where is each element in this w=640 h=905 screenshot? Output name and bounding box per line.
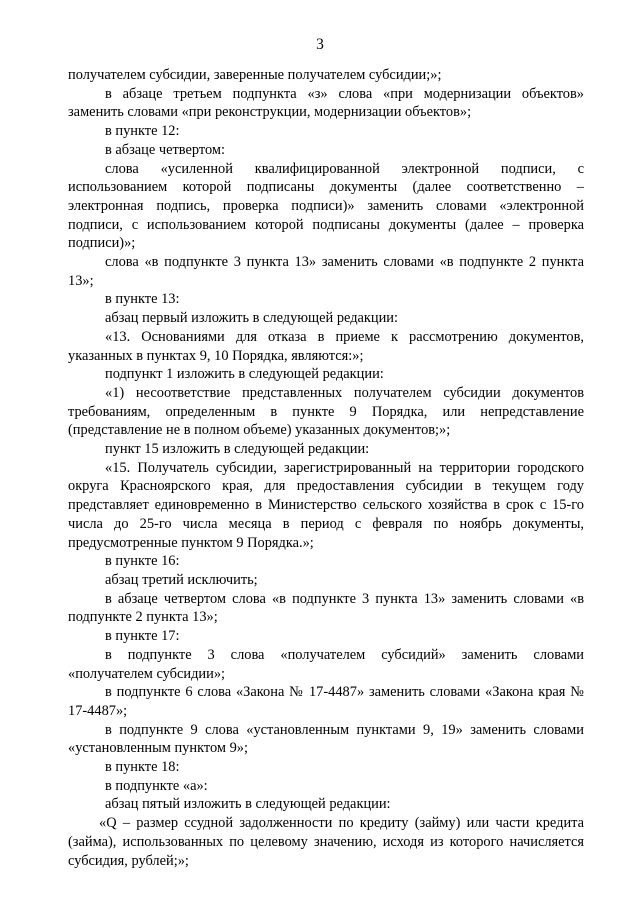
document-body bbox=[68, 66, 584, 870]
paragraph: в пункте 16: bbox=[105, 553, 180, 570]
paragraph: в пункте 12: bbox=[105, 123, 180, 140]
page-number: 3 bbox=[316, 36, 324, 53]
paragraph: в абзаце четвертом: bbox=[105, 141, 226, 158]
paragraph: «15. Получатель субсидии, зарегистрированный на территории городского округа Красноярского края, для предоставления субсидии в текущем году представляет единовременно в Министерство сельского хозяйства в срок с 15-го числа до 25-го числа месяца в период с февраля по ноябрь документы, предусмотренные пунктом 9 Порядка.»; bbox=[68, 459, 584, 551]
paragraph: абзац пятый изложить в следующей редакции: bbox=[105, 796, 391, 813]
paragraph: «Q – размер ссудной задолженности по кредиту (займу) или части кредита (займа), использованных по целевому значению, исходя из которого начисляется субсидия, рублей;»; bbox=[68, 815, 584, 869]
paragraph: в пункте 13: bbox=[105, 291, 180, 308]
paragraph: в подпункте 6 слова «Закона № 17-4487» заменить словами «Закона края № 17-4487»; bbox=[68, 684, 584, 719]
paragraph: в подпункте 9 слова «установленным пунктами 9, 19» заменить словами «установленным пунктом 9»; bbox=[68, 721, 584, 757]
paragraph: получателем субсидии, заверенные получателем субсидии;»; bbox=[68, 67, 442, 83]
paragraph: в пункте 18: bbox=[105, 759, 180, 776]
paragraph: в подпункте «а»: bbox=[105, 777, 208, 794]
paragraph: абзац третий исключить; bbox=[105, 571, 258, 588]
paragraph: в абзаце третьем подпункта «з» слова «при модернизации объектов» заменить словами «при реконструкции, модернизации объектов»; bbox=[68, 85, 584, 121]
paragraph: абзац первый изложить в следующей редакции: bbox=[105, 310, 399, 327]
paragraph: «1) несоответствие представленных получателем субсидии документов требованиям, определенным в пункте 9 Порядка, или непредставление (представление не в полном объеме) указанных документов;»; bbox=[68, 384, 584, 439]
paragraph: слова «в подпункте 3 пункта 13» заменить словами «в подпункте 2 пункта 13»; bbox=[68, 254, 584, 289]
paragraph: слова «усиленной квалифицированной электронной подписи, с использованием которой подписаны документы (далее соответственно – электронная подпись, проверка подписи)» заменить словами «электронной подписи, с использованием которой подписаны документы (далее – проверка подписи)»; bbox=[68, 160, 584, 252]
paragraph: в абзаце четвертом слова «в подпункте 3 пункта 13» заменить словами «в подпункте 2 пункта 13»; bbox=[68, 590, 584, 626]
paragraph: в пункте 17: bbox=[105, 628, 180, 645]
paragraph: пункт 15 изложить в следующей редакции: bbox=[105, 441, 370, 458]
paragraph: в подпункте 3 слова «получателем субсидий» заменить словами «получателем субсидии»; bbox=[68, 646, 584, 682]
paragraph: «13. Основаниями для отказа в приеме к рассмотрению документов, указанных в пунктах 9, 10 Порядка, являются:»; bbox=[68, 328, 584, 364]
paragraph: подпункт 1 изложить в следующей редакции: bbox=[105, 366, 384, 383]
